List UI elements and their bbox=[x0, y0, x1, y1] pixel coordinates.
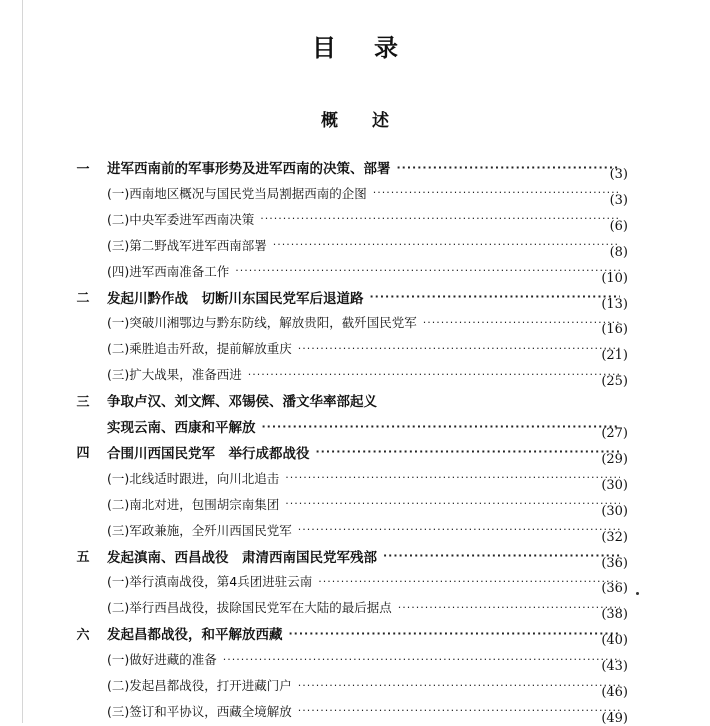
toc-row bbox=[0, 287, 710, 312]
toc-row bbox=[0, 183, 710, 208]
toc-page-number-text: (40) bbox=[601, 633, 628, 649]
toc-entry-label: 实现云南、西康和平解放 bbox=[107, 420, 256, 436]
toc-row bbox=[0, 442, 710, 467]
toc-entry-label: (一)北线适时跟进，向川北追击 bbox=[107, 470, 280, 486]
toc-page-number-text: (46) bbox=[601, 685, 628, 700]
toc-row bbox=[0, 520, 710, 545]
print-speck bbox=[636, 592, 639, 595]
toc-entry-label: (三)签订和平协议，西藏全境解放 bbox=[107, 703, 292, 719]
toc-row bbox=[0, 209, 710, 234]
toc-entry[interactable] bbox=[107, 495, 626, 513]
toc-chapter-number: 三 bbox=[76, 394, 90, 410]
toc-row bbox=[0, 235, 710, 260]
toc-row bbox=[0, 416, 710, 441]
toc-entry[interactable] bbox=[107, 390, 377, 410]
toc-entry[interactable] bbox=[107, 702, 626, 720]
toc-entry-label: 争取卢汉、刘文辉、邓锡侯、潘文华率部起义 bbox=[107, 394, 377, 411]
toc-entry-label: 发起滇南、西昌战役 肃清西南国民党军残部 bbox=[107, 549, 377, 566]
toc-chapter-number: 一 bbox=[76, 161, 90, 177]
toc-page-number-text: (13) bbox=[601, 296, 628, 312]
toc-row bbox=[0, 312, 710, 338]
toc-row bbox=[0, 571, 710, 597]
toc-entry-label: (三)扩大战果，准备西进 bbox=[107, 367, 242, 383]
toc-leader-dots bbox=[398, 601, 620, 614]
toc-leader-dots bbox=[248, 368, 620, 381]
toc-leader-dots bbox=[383, 549, 620, 562]
toc-page-number-text: (10) bbox=[601, 270, 628, 286]
toc-row bbox=[0, 261, 710, 286]
toc-entry-label: (一)突破川湘鄂边与黔东防线，解放贵阳，截歼国民党军 bbox=[107, 315, 417, 331]
toc-entry-label: (四)进军西南准备工作 bbox=[107, 263, 230, 279]
toc-entry[interactable] bbox=[107, 262, 626, 280]
toc-entry-label: (二)发起昌都战役，打开进藏门户 bbox=[107, 678, 292, 693]
toc-leader-dots bbox=[370, 290, 621, 303]
toc-row bbox=[0, 597, 710, 623]
toc-entry[interactable] bbox=[107, 572, 626, 590]
toc-page-number-text: (3) bbox=[609, 167, 628, 182]
toc-chapter-number: 二 bbox=[76, 291, 90, 306]
toc-entry[interactable] bbox=[107, 365, 626, 383]
toc-page-number-text: (6) bbox=[609, 218, 628, 234]
toc-page-number-text: (32) bbox=[601, 529, 628, 545]
toc-page-number-text: (36) bbox=[601, 581, 628, 597]
toc-row bbox=[0, 494, 710, 519]
toc-entry[interactable] bbox=[107, 598, 626, 616]
toc-entry[interactable] bbox=[107, 287, 626, 307]
toc-entry[interactable] bbox=[107, 339, 626, 357]
toc-page-number-text: (8) bbox=[609, 244, 628, 260]
toc-page-number-text: (43) bbox=[601, 659, 628, 675]
toc-entry[interactable] bbox=[107, 469, 626, 487]
toc-chapter-number: 四 bbox=[76, 446, 90, 462]
toc-leader-dots bbox=[289, 627, 621, 640]
toc-leader-dots bbox=[223, 653, 620, 666]
toc-entry[interactable] bbox=[107, 416, 626, 436]
toc-entry-label: (二)乘胜追击歼敌，提前解放重庆 bbox=[107, 341, 292, 357]
toc-entry-label: (一)做好进藏的准备 bbox=[107, 652, 217, 668]
toc-entry[interactable] bbox=[107, 546, 626, 566]
toc-row bbox=[0, 701, 710, 726]
toc-leader-dots bbox=[298, 523, 620, 536]
toc-page-number-text: (29) bbox=[601, 451, 628, 467]
toc-leader-dots bbox=[273, 238, 620, 251]
toc-page-number-text: (3) bbox=[609, 192, 628, 208]
toc-chapter-number: 五 bbox=[76, 550, 90, 565]
toc-entry[interactable] bbox=[107, 676, 626, 694]
toc-page-number-text: (27) bbox=[601, 426, 628, 441]
toc-entry[interactable] bbox=[107, 157, 626, 177]
toc-page-number-text: (16) bbox=[601, 322, 628, 338]
toc-page-number-text: (21) bbox=[601, 348, 628, 364]
toc-leader-dots bbox=[397, 161, 621, 174]
toc-row bbox=[0, 546, 710, 571]
toc-leader-dots bbox=[318, 575, 620, 588]
toc-page-number-text: (25) bbox=[601, 374, 628, 390]
toc-row bbox=[0, 623, 710, 649]
toc-chapter-number: 六 bbox=[76, 627, 90, 643]
toc-leader-dots bbox=[285, 497, 620, 510]
toc-entry[interactable] bbox=[107, 521, 626, 539]
toc-leader-dots bbox=[298, 679, 620, 692]
toc-page-number-text: (36) bbox=[601, 555, 628, 571]
toc-entry-label: (二)南北对进，包围胡宗南集团 bbox=[107, 496, 280, 512]
toc-entry[interactable] bbox=[107, 623, 626, 643]
toc-page-number-text: (38) bbox=[601, 607, 628, 623]
toc-page-number-text: (30) bbox=[601, 503, 628, 519]
toc-entry-label: (一)西南地区概况与国民党当局割据西南的企图 bbox=[107, 185, 367, 201]
toc-entry-label: 发起昌都战役，和平解放西藏 bbox=[107, 627, 283, 644]
toc-entry[interactable] bbox=[107, 236, 626, 254]
toc-row bbox=[0, 338, 710, 364]
toc-entry[interactable] bbox=[107, 650, 626, 668]
toc-entry-label: 发起川黔作战 切断川东国民党军后退道路 bbox=[107, 290, 364, 307]
toc-leader-dots bbox=[298, 704, 620, 717]
toc-row bbox=[0, 157, 710, 182]
toc-entry-label: (一)举行滇南战役，第4兵团进驻云南 bbox=[107, 574, 313, 590]
toc-leader-dots bbox=[373, 186, 620, 199]
toc-entry[interactable] bbox=[107, 442, 626, 462]
toc-entry[interactable] bbox=[107, 313, 626, 331]
toc-row bbox=[0, 364, 710, 390]
toc-row bbox=[0, 390, 710, 410]
toc-entry-label: 进军西南前的军事形势及进军西南的决策、部署 bbox=[107, 161, 391, 177]
toc-entry[interactable] bbox=[107, 184, 626, 202]
page-title: 目录 bbox=[312, 34, 436, 62]
toc-entry[interactable] bbox=[107, 210, 626, 228]
toc-row bbox=[0, 649, 710, 675]
toc-entry-label: (二)中央军委进军西南决策 bbox=[107, 211, 255, 227]
toc-leader-dots bbox=[260, 212, 620, 225]
toc-entry-label: (二)举行西昌战役，拔除国民党军在大陆的最后据点 bbox=[107, 600, 392, 616]
toc-page-number-text: (30) bbox=[601, 477, 628, 493]
toc-entry-label: (三)军政兼施，全歼川西国民党军 bbox=[107, 522, 292, 538]
section-title: 概述 bbox=[321, 111, 423, 131]
toc-leader-dots bbox=[235, 264, 620, 277]
toc-page-number-text: (49) bbox=[601, 710, 628, 726]
toc-leader-dots bbox=[423, 316, 620, 329]
toc-entry-label: 合围川西国民党军 举行成都战役 bbox=[107, 445, 310, 462]
toc-leader-dots bbox=[262, 420, 621, 433]
toc-leader-dots bbox=[298, 342, 620, 355]
toc-row bbox=[0, 675, 710, 700]
toc-entry-label: (三)第二野战军进军西南部署 bbox=[107, 237, 267, 253]
toc-leader-dots bbox=[316, 445, 621, 458]
toc-leader-dots bbox=[285, 471, 620, 484]
toc-row bbox=[0, 468, 710, 493]
